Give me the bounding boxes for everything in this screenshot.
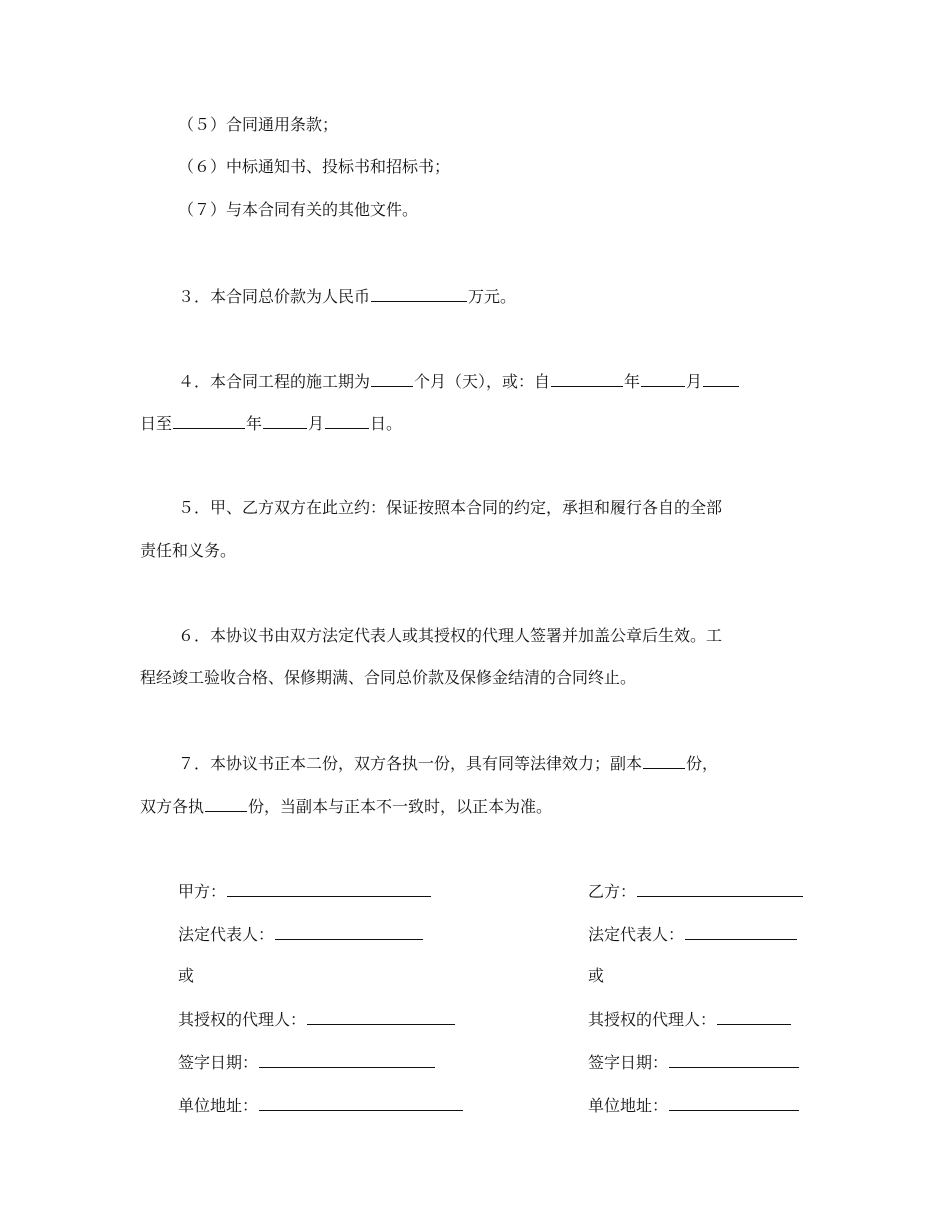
party-b-agent-row: [588, 1008, 792, 1031]
party-b-label: 乙方：: [588, 882, 637, 901]
party-a-name-blank[interactable]: [227, 880, 431, 897]
clause-6-text-1: ６．本协议书由双方法定代表人或其授权的代理人签署并加盖公章后生效。工: [178, 626, 723, 645]
end-year-label: 年: [246, 414, 263, 433]
party-a-or-text: 或: [178, 966, 195, 985]
clause-3: [178, 285, 516, 308]
item-6-text: （６）中标通知书、投标书和招标书；: [178, 157, 451, 176]
party-a-rep-blank[interactable]: [275, 923, 423, 940]
end-month-label: 月: [308, 414, 325, 433]
party-a-date-row: [178, 1051, 436, 1074]
party-b-address-blank[interactable]: [669, 1094, 799, 1111]
clause-4-line-1: [178, 370, 740, 393]
party-a-agent-label: 其授权的代理人：: [178, 1010, 307, 1029]
party-b-address-row: [588, 1094, 800, 1117]
clause-4-line-2: [140, 412, 402, 435]
item-7: [178, 199, 418, 221]
start-year-blank[interactable]: [551, 370, 623, 387]
end-month-blank[interactable]: [263, 412, 307, 429]
clause-5-line-1: [178, 497, 722, 519]
party-a-address-label: 单位地址：: [178, 1096, 259, 1115]
party-a-agent-row: [178, 1008, 456, 1031]
copies-unit: 份，: [686, 754, 719, 773]
party-a-date-blank[interactable]: [259, 1051, 435, 1068]
clause-6-line-1: [178, 625, 722, 647]
party-b-address-label: 单位地址：: [588, 1096, 669, 1115]
clause-5-text-2: 责任和义务。: [140, 541, 237, 560]
party-a-or: [178, 965, 194, 987]
clause-7-line-2: [140, 795, 552, 818]
start-year-label: 年: [624, 372, 641, 391]
party-b-name-blank[interactable]: [637, 880, 803, 897]
party-b-rep-row: [588, 923, 798, 946]
start-day-blank[interactable]: [703, 370, 739, 387]
end-day-blank[interactable]: [325, 412, 369, 429]
clause-7-text: ７．本协议书正本二份，双方各执一份，具有同等法律效力；副本: [178, 754, 643, 773]
clause-7-line-1: [178, 752, 718, 775]
start-month-label: 月: [686, 372, 703, 391]
copies-blank[interactable]: [643, 752, 685, 769]
start-day-label: 日至: [140, 414, 173, 433]
party-a-date-label: 签字日期：: [178, 1053, 259, 1072]
party-b-agent-blank[interactable]: [717, 1008, 791, 1025]
party-b-date-label: 签字日期：: [588, 1053, 669, 1072]
party-a-rep-row: [178, 923, 424, 946]
item-5: [178, 114, 338, 136]
each-holds-label: 双方各执: [140, 797, 205, 816]
clause-3-text: ３．本合同总价款为人民币: [178, 287, 371, 306]
clause-4-text: ４．本合同工程的施工期为: [178, 372, 371, 391]
clause-6-text-2: 程经竣工验收合格、保修期满、合同总价款及保修金结清的合同终止。: [140, 668, 637, 687]
party-b-date-row: [588, 1051, 800, 1074]
clause-3-unit: 万元。: [468, 287, 517, 306]
party-a-agent-blank[interactable]: [307, 1008, 455, 1025]
party-b-date-blank[interactable]: [669, 1051, 799, 1068]
party-b-rep-label: 法定代表人：: [588, 925, 685, 944]
party-a-address-row: [178, 1094, 464, 1117]
clause-5-text-1: ５．甲、乙方双方在此立约：保证按照本合同的约定，承担和履行各自的全部: [178, 498, 723, 517]
clause-5-line-2: [140, 540, 236, 562]
party-b-name-row: [588, 880, 804, 903]
party-a-rep-label: 法定代表人：: [178, 925, 275, 944]
end-day-label: 日。: [370, 414, 403, 433]
start-month-blank[interactable]: [641, 370, 685, 387]
each-copies-blank[interactable]: [205, 795, 247, 812]
item-6: [178, 156, 450, 178]
party-a-label: 甲方：: [178, 882, 227, 901]
party-b-agent-label: 其授权的代理人：: [588, 1010, 717, 1029]
item-5-text: （５）合同通用条款；: [178, 115, 339, 134]
party-a-name-row: [178, 880, 432, 903]
duration-blank[interactable]: [371, 370, 413, 387]
clause-6-line-2: [140, 667, 636, 689]
end-year-blank[interactable]: [173, 412, 245, 429]
clause-7-text-2: 份，当副本与正本不一致时，以正本为准。: [248, 797, 553, 816]
price-blank[interactable]: [371, 285, 467, 302]
item-7-text: （７）与本合同有关的其他文件。: [178, 200, 419, 219]
party-b-rep-blank[interactable]: [685, 923, 797, 940]
party-b-or: [588, 965, 604, 987]
party-b-or-text: 或: [588, 966, 605, 985]
clause-4-duration-unit: 个月（天），或：自: [414, 372, 551, 391]
party-a-address-blank[interactable]: [259, 1094, 463, 1111]
